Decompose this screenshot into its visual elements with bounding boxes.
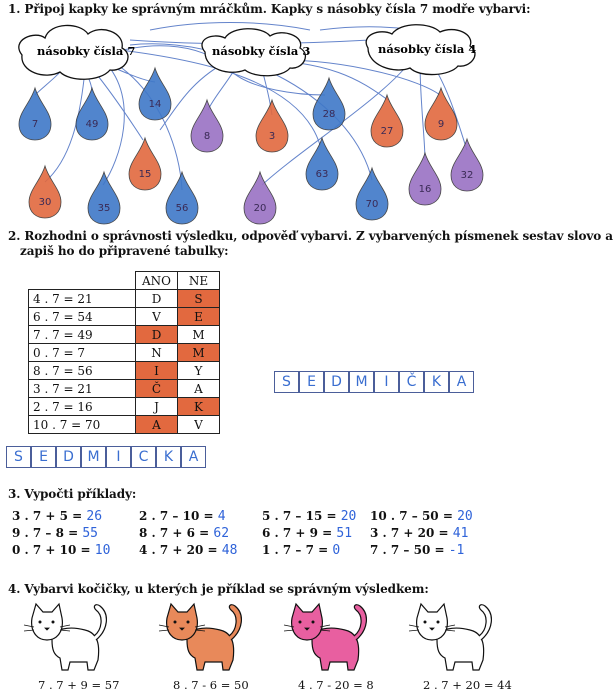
section3-title: 3. Vypočti příklady: <box>8 487 137 501</box>
answer-letter-box[interactable]: D <box>324 371 349 393</box>
table-header-row <box>29 272 220 290</box>
drop-7 <box>19 88 51 140</box>
row-expression: 0 . 7 = 7 <box>29 344 136 362</box>
cat-eye <box>299 621 302 624</box>
drop-shape <box>139 68 171 120</box>
answer-letter-box[interactable]: K <box>156 446 181 468</box>
row-ano-letter[interactable]: D <box>136 290 178 308</box>
drop-number: 56 <box>175 203 189 214</box>
drop-70 <box>356 168 388 220</box>
answer-letter-box[interactable]: Č <box>399 371 424 393</box>
drop-shape <box>256 100 288 152</box>
exercise-answer[interactable]: 55 <box>82 526 99 541</box>
answer-letter-box[interactable]: S <box>6 446 31 468</box>
drop-shape <box>76 88 108 140</box>
exercise <box>370 509 473 524</box>
exercise-expression: 1 . 7 – 7 = <box>262 543 329 557</box>
cloud-label-3: násobky čísla 3 <box>212 44 311 58</box>
answer-letter-box[interactable]: S <box>274 371 299 393</box>
exercise-expression: 10 . 7 – 50 = <box>370 509 453 523</box>
drop-15 <box>129 138 161 190</box>
drop-shape <box>129 138 161 190</box>
row-expression: 7 . 7 = 49 <box>29 326 136 344</box>
drop-14 <box>139 68 171 120</box>
row-ne-letter[interactable]: E <box>178 308 220 326</box>
exercise-answer[interactable]: -1 <box>448 543 465 558</box>
row-ano-letter[interactable]: Č <box>136 380 178 398</box>
drop-number: 9 <box>437 119 445 130</box>
cat-head <box>417 604 448 640</box>
cat-head <box>292 604 323 640</box>
answer-letter-box[interactable]: D <box>56 446 81 468</box>
cat-label: 7 . 7 + 9 = 57 <box>38 678 120 692</box>
drop-16 <box>409 153 441 205</box>
drop-shape <box>409 153 441 205</box>
drop-8 <box>191 100 223 152</box>
drops-layer <box>19 68 483 224</box>
drop-number: 14 <box>148 99 162 110</box>
answer-letter-box[interactable]: M <box>81 446 106 468</box>
drop-shape <box>19 88 51 140</box>
exercise-expression: 3 . 7 + 5 = <box>12 509 83 523</box>
table-row <box>29 326 220 344</box>
exercise <box>262 543 340 558</box>
cats-artwork <box>0 600 517 680</box>
row-ano-letter[interactable]: N <box>136 344 178 362</box>
header-ne: NE <box>178 272 220 290</box>
answer-letter-box[interactable]: A <box>449 371 474 393</box>
cloud-label-4: násobky čísla 4 <box>378 42 477 56</box>
row-expression: 10 . 7 = 70 <box>29 416 136 434</box>
drop-27 <box>371 95 403 147</box>
answer-letter-box[interactable]: I <box>106 446 131 468</box>
answer-letter-box[interactable]: A <box>181 446 206 468</box>
row-ne-letter[interactable]: S <box>178 290 220 308</box>
exercise <box>370 526 468 541</box>
answer-letter-box[interactable]: K <box>424 371 449 393</box>
table-row <box>29 344 220 362</box>
row-ne-letter[interactable]: V <box>178 416 220 434</box>
cat-tail <box>479 605 491 640</box>
cat-eye <box>52 621 55 624</box>
exercise-answer[interactable]: 51 <box>336 526 353 541</box>
row-ne-letter[interactable]: M <box>178 344 220 362</box>
cat-eye <box>437 621 440 624</box>
table-row <box>29 362 220 380</box>
row-expression: 4 . 7 = 21 <box>29 290 136 308</box>
answer-boxes <box>274 371 474 393</box>
row-expression: 3 . 7 = 21 <box>29 380 136 398</box>
exercise <box>139 543 237 558</box>
exercise <box>12 543 110 558</box>
exercise-answer[interactable]: 41 <box>452 526 469 541</box>
exercise-answer[interactable]: 10 <box>94 543 111 558</box>
drop-number: 30 <box>38 197 52 208</box>
exercise-expression: 4 . 7 + 20 = <box>139 543 218 557</box>
row-expression: 2 . 7 = 16 <box>29 398 136 416</box>
exercise-expression: 9 . 7 – 8 = <box>12 526 79 540</box>
row-ano-letter[interactable]: I <box>136 362 178 380</box>
drop-number: 3 <box>268 131 276 142</box>
drop-28 <box>313 78 345 130</box>
row-ne-letter[interactable]: M <box>178 326 220 344</box>
row-ano-letter[interactable]: V <box>136 308 178 326</box>
drop-number: 28 <box>322 109 336 120</box>
drop-20 <box>244 172 276 224</box>
exercise-answer[interactable]: 48 <box>221 543 238 558</box>
table-row <box>29 308 220 326</box>
cat-label: 4 . 7 - 20 = 8 <box>298 678 374 692</box>
section2-title-line2: zapiš ho do připravené tabulky: <box>20 244 229 258</box>
exercise-answer[interactable]: 62 <box>213 526 230 541</box>
answer-letter-box[interactable]: I <box>374 371 399 393</box>
drop-shape <box>191 100 223 152</box>
drop-number: 16 <box>418 184 432 195</box>
drop-35 <box>88 172 120 224</box>
drop-9 <box>425 88 457 140</box>
drop-number: 15 <box>138 169 152 180</box>
exercise-answer[interactable]: 20 <box>457 509 473 524</box>
exercise-answer[interactable]: 20 <box>340 509 357 524</box>
section1-title: 1. Připoj kapky ke správným mráčkům. Kapky s násobky čísla 7 modře vybarvi: <box>8 2 531 16</box>
row-expression: 8 . 7 = 56 <box>29 362 136 380</box>
exercise-answer[interactable]: 26 <box>86 509 103 524</box>
drop-shape <box>356 168 388 220</box>
header-spacer <box>29 272 136 290</box>
header-ano: ANO <box>136 272 178 290</box>
cat-label: 2 . 7 + 20 = 44 <box>423 678 512 692</box>
row-ano-letter[interactable]: D <box>136 326 178 344</box>
cat-tail <box>94 605 106 640</box>
truth-table <box>28 271 220 434</box>
row-ne-letter[interactable]: Y <box>178 362 220 380</box>
row-ano-letter[interactable]: A <box>136 416 178 434</box>
exercise-answer[interactable]: 4 <box>217 509 226 524</box>
drop-number: 63 <box>315 169 329 180</box>
cat-eye <box>39 621 42 624</box>
exercise-expression: 0 . 7 + 10 = <box>12 543 91 557</box>
table-row <box>29 416 220 434</box>
drop-number: 20 <box>253 203 267 214</box>
cat-tail <box>229 605 241 640</box>
exercise-expression: 2 . 7 – 10 = <box>139 509 214 523</box>
exercise <box>370 543 464 558</box>
row-ne-letter[interactable]: K <box>178 398 220 416</box>
drop-shape <box>244 172 276 224</box>
drop-number: 35 <box>97 203 111 214</box>
exercise <box>262 526 352 541</box>
table-row <box>29 398 220 416</box>
cat-label: 8 . 7 - 6 = 50 <box>173 678 249 692</box>
cat-tail <box>354 605 366 640</box>
answer-letter-box[interactable]: E <box>31 446 56 468</box>
cat-head <box>32 604 63 640</box>
cat-2[interactable] <box>159 604 241 670</box>
answer-letter-box[interactable]: C <box>131 446 156 468</box>
drop-shape <box>166 172 198 224</box>
table-row <box>29 380 220 398</box>
exercise-expression: 6 . 7 + 9 = <box>262 526 333 540</box>
exercise <box>139 526 229 541</box>
drop-number: 32 <box>460 170 474 181</box>
exercise-expression: 3 . 7 + 20 = <box>370 526 449 540</box>
drop-number: 8 <box>203 131 211 142</box>
cat-3[interactable] <box>284 604 366 670</box>
cat-1[interactable] <box>24 604 106 670</box>
exercise-expression: 8 . 7 + 6 = <box>139 526 210 540</box>
section4-title: 4. Vybarvi kočičky, u kterých je příklad se správným výsledkem: <box>8 582 429 596</box>
drop-shape <box>313 78 345 130</box>
answer-letter-box[interactable]: E <box>299 371 324 393</box>
truth-table-body <box>29 290 220 434</box>
drop-shape <box>29 166 61 218</box>
exercise-expression: 7 . 7 – 50 = <box>370 543 445 557</box>
drop-3 <box>256 100 288 152</box>
exercise <box>12 509 102 524</box>
drop-number: 7 <box>31 119 39 130</box>
drop-30 <box>29 166 61 218</box>
exercise <box>139 509 226 524</box>
row-ne-letter[interactable]: A <box>178 380 220 398</box>
drop-number: 27 <box>380 126 394 137</box>
drop-number: 49 <box>85 119 99 130</box>
drop-shape <box>451 139 483 191</box>
exercise-answer[interactable]: 0 <box>332 543 341 558</box>
section2-title-line1: 2. Rozhodni o správnosti výsledku, odpověď vybarvi. Z vybarvených písmenek sestav slovo a <box>8 229 613 243</box>
bottom-letter-row <box>6 446 206 468</box>
answer-letter-box[interactable]: M <box>349 371 374 393</box>
cat-eye <box>174 621 177 624</box>
cloud-label-7: násobky čísla 7 <box>37 44 136 58</box>
cat-eye <box>424 621 427 624</box>
exercise-expression: 5 . 7 – 15 = <box>262 509 337 523</box>
cat-head <box>167 604 198 640</box>
table-row <box>29 290 220 308</box>
drop-shape <box>371 95 403 147</box>
exercise <box>262 509 356 524</box>
row-ano-letter[interactable]: J <box>136 398 178 416</box>
drop-shape <box>425 88 457 140</box>
cat-4[interactable] <box>409 604 491 670</box>
drop-49 <box>76 88 108 140</box>
row-expression: 6 . 7 = 54 <box>29 308 136 326</box>
exercise <box>12 526 98 541</box>
drop-number: 70 <box>365 199 379 210</box>
cat-eye <box>187 621 190 624</box>
drop-56 <box>166 172 198 224</box>
cat-eye <box>312 621 315 624</box>
drop-32 <box>451 139 483 191</box>
drop-shape <box>88 172 120 224</box>
